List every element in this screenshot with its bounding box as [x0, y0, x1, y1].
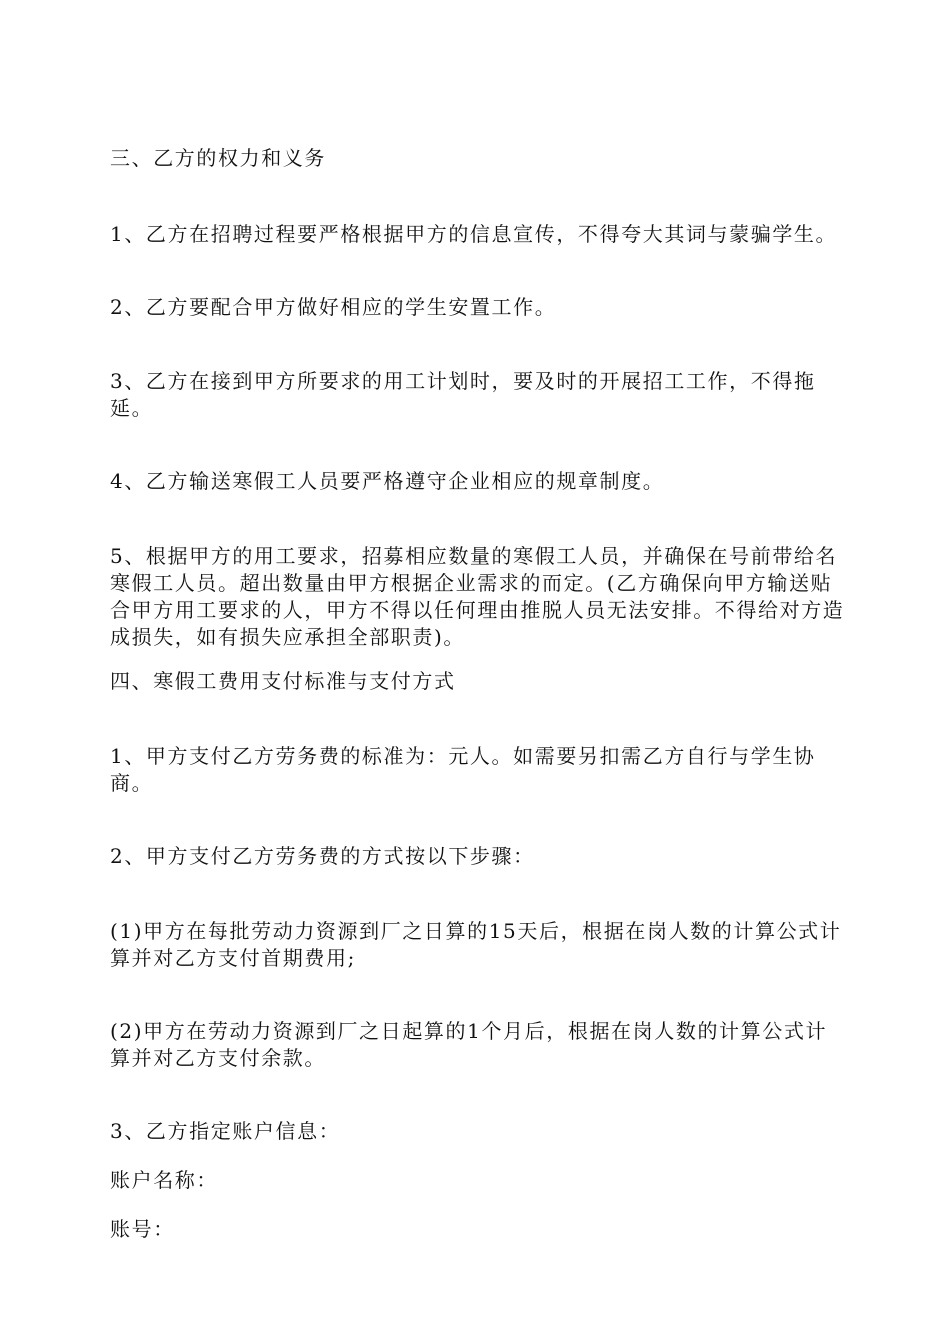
section-3-item-1: 1、乙方在招聘过程要严格根据甲方的信息宣传，不得夸大其词与蒙骗学生。	[110, 222, 838, 246]
section-3-item-3: 3、乙方在接到甲方所要求的用工计划时，要及时的开展招工工作，不得拖延。	[110, 369, 816, 420]
section-4-step-2: (2)甲方在劳动力资源到厂之日起算的1个月后，根据在岗人数的计算公式计算并对乙方支付余款。	[110, 1019, 828, 1070]
section-4-item-1: 1、甲方支付乙方劳务费的标准为：元人。如需要另扣需乙方自行与学生协商。	[110, 744, 816, 795]
section-3-item-5: 5、根据甲方的用工要求，招募相应数量的寒假工人员，并确保在号前带给名寒假工人员。超出数量由甲方根据企业需求的而定。(乙方确保向甲方输送贴合甲方用工要求的人，甲方不得以任何理由推脱人员无法安排。不得给对方造成损失，如有损失应承担全部职责)。	[110, 544, 845, 649]
account-number-label: 账号：	[110, 1217, 175, 1241]
section-3-item-4: 4、乙方输送寒假工人员要严格遵守企业相应的规章制度。	[110, 469, 665, 493]
section-4-item-3: 3、乙方指定账户信息：	[110, 1119, 341, 1143]
account-name-label: 账户名称：	[110, 1168, 218, 1192]
section-4-heading: 四、寒假工费用支付标准与支付方式	[110, 669, 456, 693]
section-3-item-2: 2、乙方要配合甲方做好相应的学生安置工作。	[110, 295, 557, 319]
section-4-step-1: (1)甲方在每批劳动力资源到厂之日算的15天后，根据在岗人数的计算公式计算并对乙方支付首期费用;	[110, 919, 842, 970]
section-4-item-2: 2、甲方支付乙方劳务费的方式按以下步骤：	[110, 844, 535, 868]
section-3-heading: 三、乙方的权力和义务	[110, 146, 326, 170]
